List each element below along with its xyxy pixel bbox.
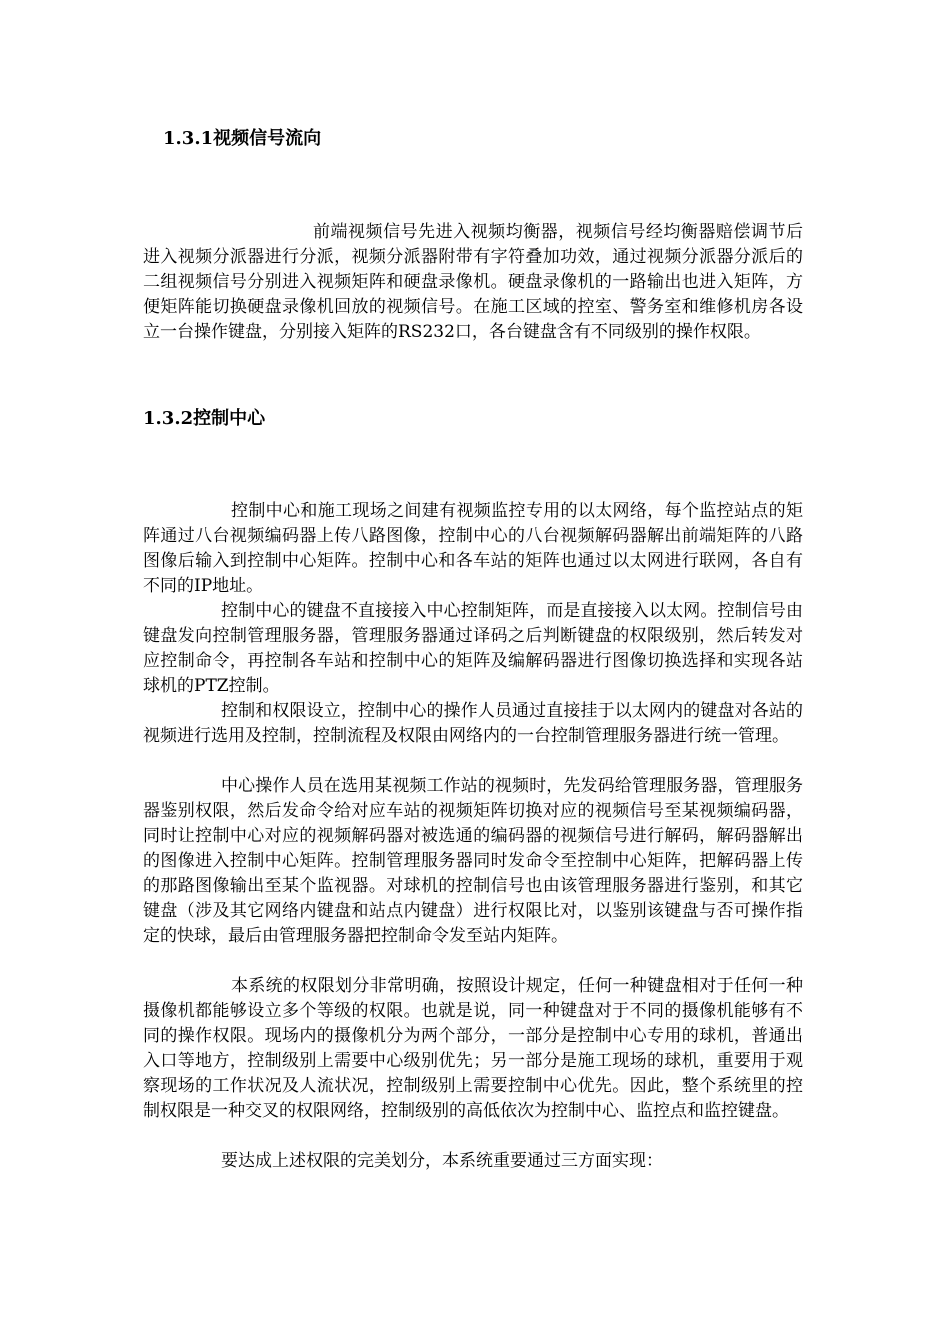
paragraph-permission-division: 本系统的权限划分非常明确，按照设计规定，任何一种键盘相对于任何一种摄像机都能够设立多个等级的权限。也就是说，同一种键盘对于不同的摄像机能够有不同的操作权限。现场内的摄像机分为两个部分，一部分是控制中心专用的球机，普通出入口等地方，控制级别上需要中心级别优先；另一部分是施工现场的球机，重要用于观察现场的工作状况及人流状况，控制级别上需要控制中心优先。因此，整个系统里的控制权限是一种交叉的权限网络，控制级别的高低依次为控制中心、监控点和监控键盘。 — [143, 976, 803, 1121]
paragraph-keyboard-control: 控制中心的键盘不直接接入中心控制矩阵，而是直接接入以太网。控制信号由键盘发向控制管理服务器，管理服务器通过译码之后判断键盘的权限级别，然后转发对应控制命令，再控制各车站和控制中心的矩阵及编解码器进行图像切换选择和实现各站球机的PTZ控制。 — [143, 601, 803, 696]
paragraph-video-signal-flow: 前端视频信号先进入视频均衡器，视频信号经均衡器赔偿调节后进入视频分派器进行分派，视频分派器附带有字符叠加功效，通过视频分派器分派后的二组视频信号分别进入视频矩阵和硬盘录像机。硬盘录像机的一路输出也进入矩阵，方便矩阵能切换硬盘录像机回放的视频信号。在施工区域的控室、警务室和维修机房各设立一台操作键盘，分别接入矩阵的RS232口，各台键盘含有不同级别的操作权限。 — [143, 222, 803, 342]
paragraph-implementation-intro: 要达成上述权限的完美划分，本系统重要通过三方面实现： — [221, 1151, 663, 1171]
section-heading-video-signal-flow: 1.3.1视频信号流向 — [163, 128, 322, 149]
section-heading-control-center: 1.3.2控制中心 — [143, 408, 266, 429]
paragraph-permission-setup: 控制和权限设立，控制中心的操作人员通过直接挂于以太网内的键盘对各站的视频进行选用及控制，控制流程及权限由网络内的一台控制管理服务器进行统一管理。 — [143, 701, 803, 746]
paragraph-operation-flow: 中心操作人员在选用某视频工作站的视频时，先发码给管理服务器，管理服务器鉴别权限，然后发命令给对应车站的视频矩阵切换对应的视频信号至某视频编码器，同时让控制中心对应的视频解码器对被选通的编码器的视频信号进行解码，解码器解出的图像进入控制中心矩阵。控制管理服务器同时发命令至控制中心矩阵，把解码器上传的那路图像输出至某个监视器。对球机的控制信号也由该管理服务器进行鉴别，和其它键盘（涉及其它网络内键盘和站点内键盘）进行权限比对，以鉴别该键盘与否可操作指定的快球，最后由管理服务器把控制命令发至站内矩阵。 — [143, 776, 803, 946]
paragraph-control-center-network: 控制中心和施工现场之间建有视频监控专用的以太网络，每个监控站点的矩阵通过八台视频编码器上传八路图像，控制中心的八台视频解码器解出前端矩阵的八路图像后输入到控制中心矩阵。控制中心和各车站的矩阵也通过以太网进行联网，各自有不同的IP地址。 — [143, 501, 803, 596]
